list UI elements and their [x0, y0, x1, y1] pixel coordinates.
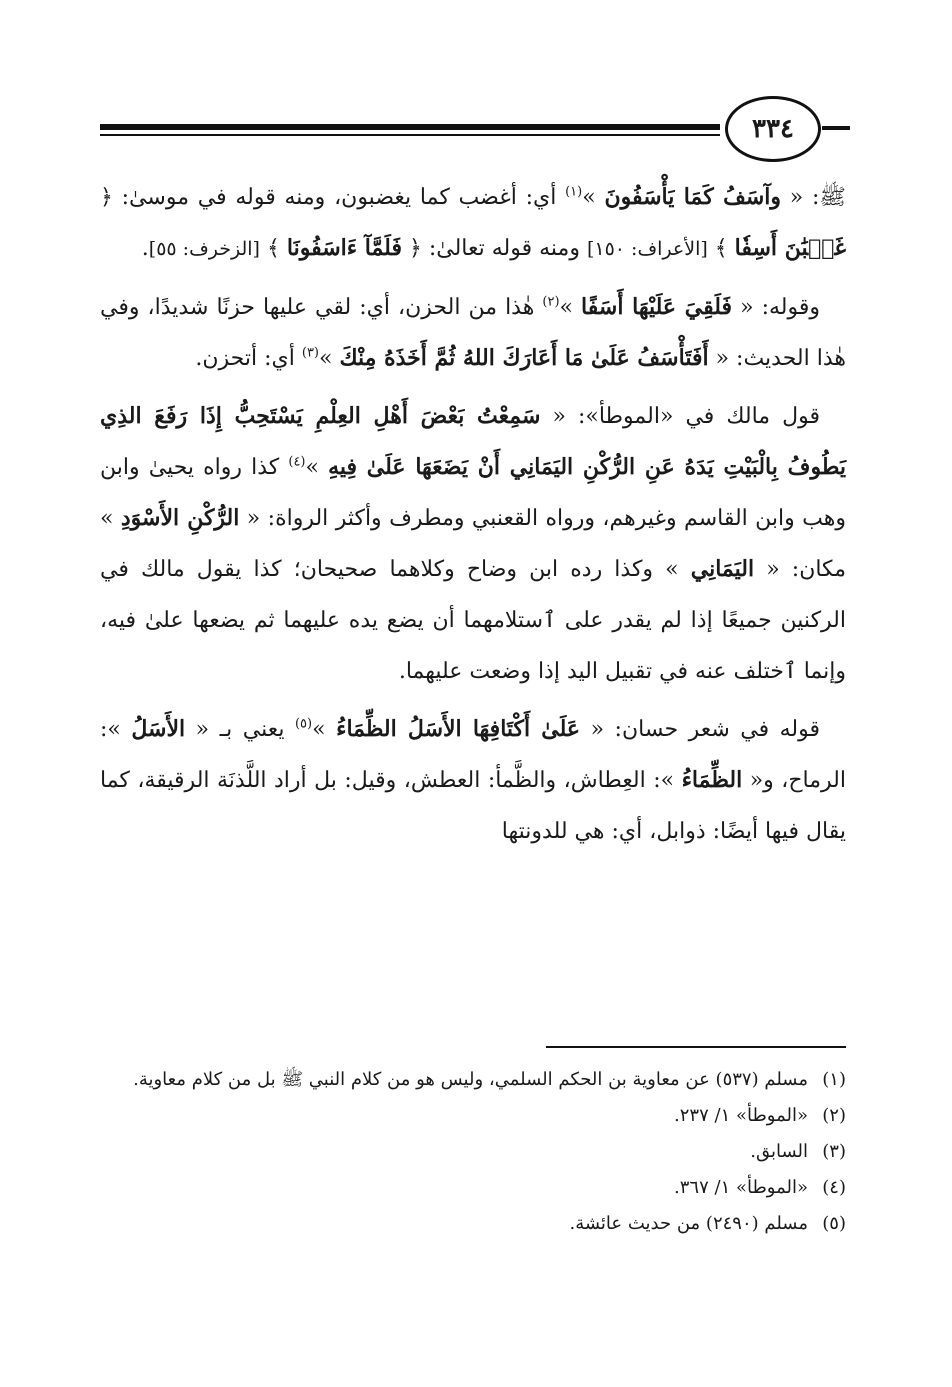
- text-run: أي: أتحزن.: [195, 346, 302, 371]
- text-run: ومنه قوله تعالىٰ: ﴿: [401, 236, 587, 261]
- text-run: ﴾: [707, 236, 735, 261]
- header-rule-right: [822, 126, 850, 130]
- quoted-text: وآسَفُ كَمَا يَأْسَفُونَ: [604, 184, 782, 210]
- text-run: قول مالك في «الموطأ»: «: [540, 404, 821, 429]
- quoted-text: فَلَمَّآ ءَاسَفُونَا: [286, 235, 402, 261]
- quoted-text: الظِّمَاءُ: [681, 767, 743, 793]
- footnote-ref: (٤): [288, 454, 306, 470]
- text-run: ﴾: [259, 236, 287, 261]
- paragraph-p2: [100, 282, 846, 384]
- paragraph-p3: [100, 391, 846, 697]
- footnote-text: «الموطأ» ١/ ٢٣٧.: [674, 1105, 808, 1126]
- page-number: ٣٣٤: [752, 114, 794, 144]
- footnote-ref: (١): [565, 184, 583, 200]
- text-run: » مكان: «: [100, 506, 846, 582]
- footnote-item: [100, 1062, 846, 1098]
- footnote-item: [100, 1134, 846, 1170]
- footnote-item: [100, 1098, 846, 1134]
- text-run: يعني بـ «: [185, 717, 295, 742]
- footnote-number: (٥): [822, 1213, 846, 1234]
- quoted-text: الرُّكْنِ الأَسْوَدِ: [120, 505, 240, 531]
- quoted-text: اليَمَانِي: [690, 556, 755, 582]
- text-run: أي: أغضب كما يغضبون، ومنه قوله في موسىٰ: ﴿: [100, 185, 566, 210]
- text-run: »: [582, 185, 605, 210]
- text-run: وقوله: «: [732, 295, 821, 320]
- text-run: » وكذا رده ابن وضاح وكلاهما صحيحان؛ كذا يقول مالك في الركنين جميعًا إذا لم يقدر على ٱستلامهما أن يضع يده عليهما ثم يضعها علىٰ فيه، وإنما ٱختلف عنه في تقبيل اليد إذا وضعت عليهما.: [100, 557, 846, 684]
- text-run: ﷺ: «: [781, 185, 847, 210]
- footnote-text: السابق.: [750, 1141, 808, 1162]
- quoted-text: الأَسَلُ: [131, 716, 186, 742]
- footnote-number: (٤): [822, 1177, 846, 1198]
- text-run: »: [312, 717, 337, 742]
- main-text: [100, 172, 846, 864]
- footnote-number: (١): [822, 1069, 846, 1090]
- quoted-text: فَلَقِيَ عَلَيْهَا أَسَفًا: [581, 294, 733, 320]
- text-run: »: [305, 455, 329, 480]
- footnote-item: [100, 1206, 846, 1242]
- footnote-ref: (٥): [294, 716, 313, 732]
- quoted-text: سَمِعْتُ بَعْضَ أَهْلِ العِلْمِ يَسْتَحِبُّ إِذَا رَفَعَ الذِي يَطُوفُ بِالْبَيْتِ يَدَهُ عَنِ الرُّكْنِ اليَمَانِي أَنْ يَضَعَهَا عَلَىٰ فِيهِ: [100, 403, 847, 480]
- verse-reference: [الزخرف: ٥٥]: [148, 238, 260, 260]
- footnote-ref: (٢): [542, 294, 560, 310]
- text-run: قوله في شعر حسان: «: [580, 717, 821, 742]
- footnote-item: [100, 1170, 846, 1206]
- page-header: [100, 96, 850, 166]
- text-run: هٰذا من الحزن، أي: لقي عليها حزنًا شديدًا، وفي هٰذا الحديث: «: [100, 295, 846, 371]
- verse-reference: [الأعراف: ١٥٠]: [586, 238, 708, 260]
- footnote-text: مسلم (٢٤٩٠) من حديث عائشة.: [569, 1213, 808, 1234]
- text-run: »: الرماح، و«: [100, 717, 846, 793]
- footnote-text: مسلم (٥٣٧) عن معاوية بن الحكم السلمي، وليس هو من كلام النبي ﷺ بل من كلام معاوية.: [133, 1069, 808, 1090]
- text-run: .: [141, 236, 149, 261]
- quoted-text: عَلَىٰ أَكْتَافِهَا الأَسَلُ الظِّمَاءُ: [336, 716, 581, 742]
- header-rule-thin: [100, 134, 720, 136]
- footnote-separator: [546, 1046, 846, 1048]
- header-rule-thick: [100, 124, 720, 130]
- text-run: كذا رواه يحيىٰ وابن وهب وابن القاسم وغيرهم، ورواه القعنبي ومطرف وأكثر الرواة: «: [100, 455, 847, 531]
- footnotes: [100, 1062, 846, 1242]
- footnote-number: (٣): [822, 1141, 846, 1162]
- footnote-number: (٢): [822, 1105, 846, 1126]
- text-run: »: العِطاش، والظَّمأ: العطش، وقيل: بل أراد اللَّذنَة الرقيقة، كما يقال فيها أيضًا: ذوابل، أي: هي للدونتها: [100, 768, 846, 844]
- text-run: »: [559, 295, 582, 320]
- paragraph-p1: [100, 172, 846, 275]
- page-number-badge: [725, 96, 821, 162]
- paragraph-p4: [100, 704, 846, 857]
- text-run: »: [319, 346, 340, 371]
- quoted-text: أَفَتَأْسَفُ عَلَىٰ مَا أَعَارَكَ اللهُ ثُمَّ أَخَذَهُ مِنْكَ: [339, 345, 709, 371]
- footnote-text: «الموطأ» ١/ ٣٦٧.: [674, 1177, 808, 1198]
- footnote-ref: (٣): [301, 345, 319, 361]
- quoted-text: غَضۡبَٰنَ أَسِفٗا: [734, 235, 846, 261]
